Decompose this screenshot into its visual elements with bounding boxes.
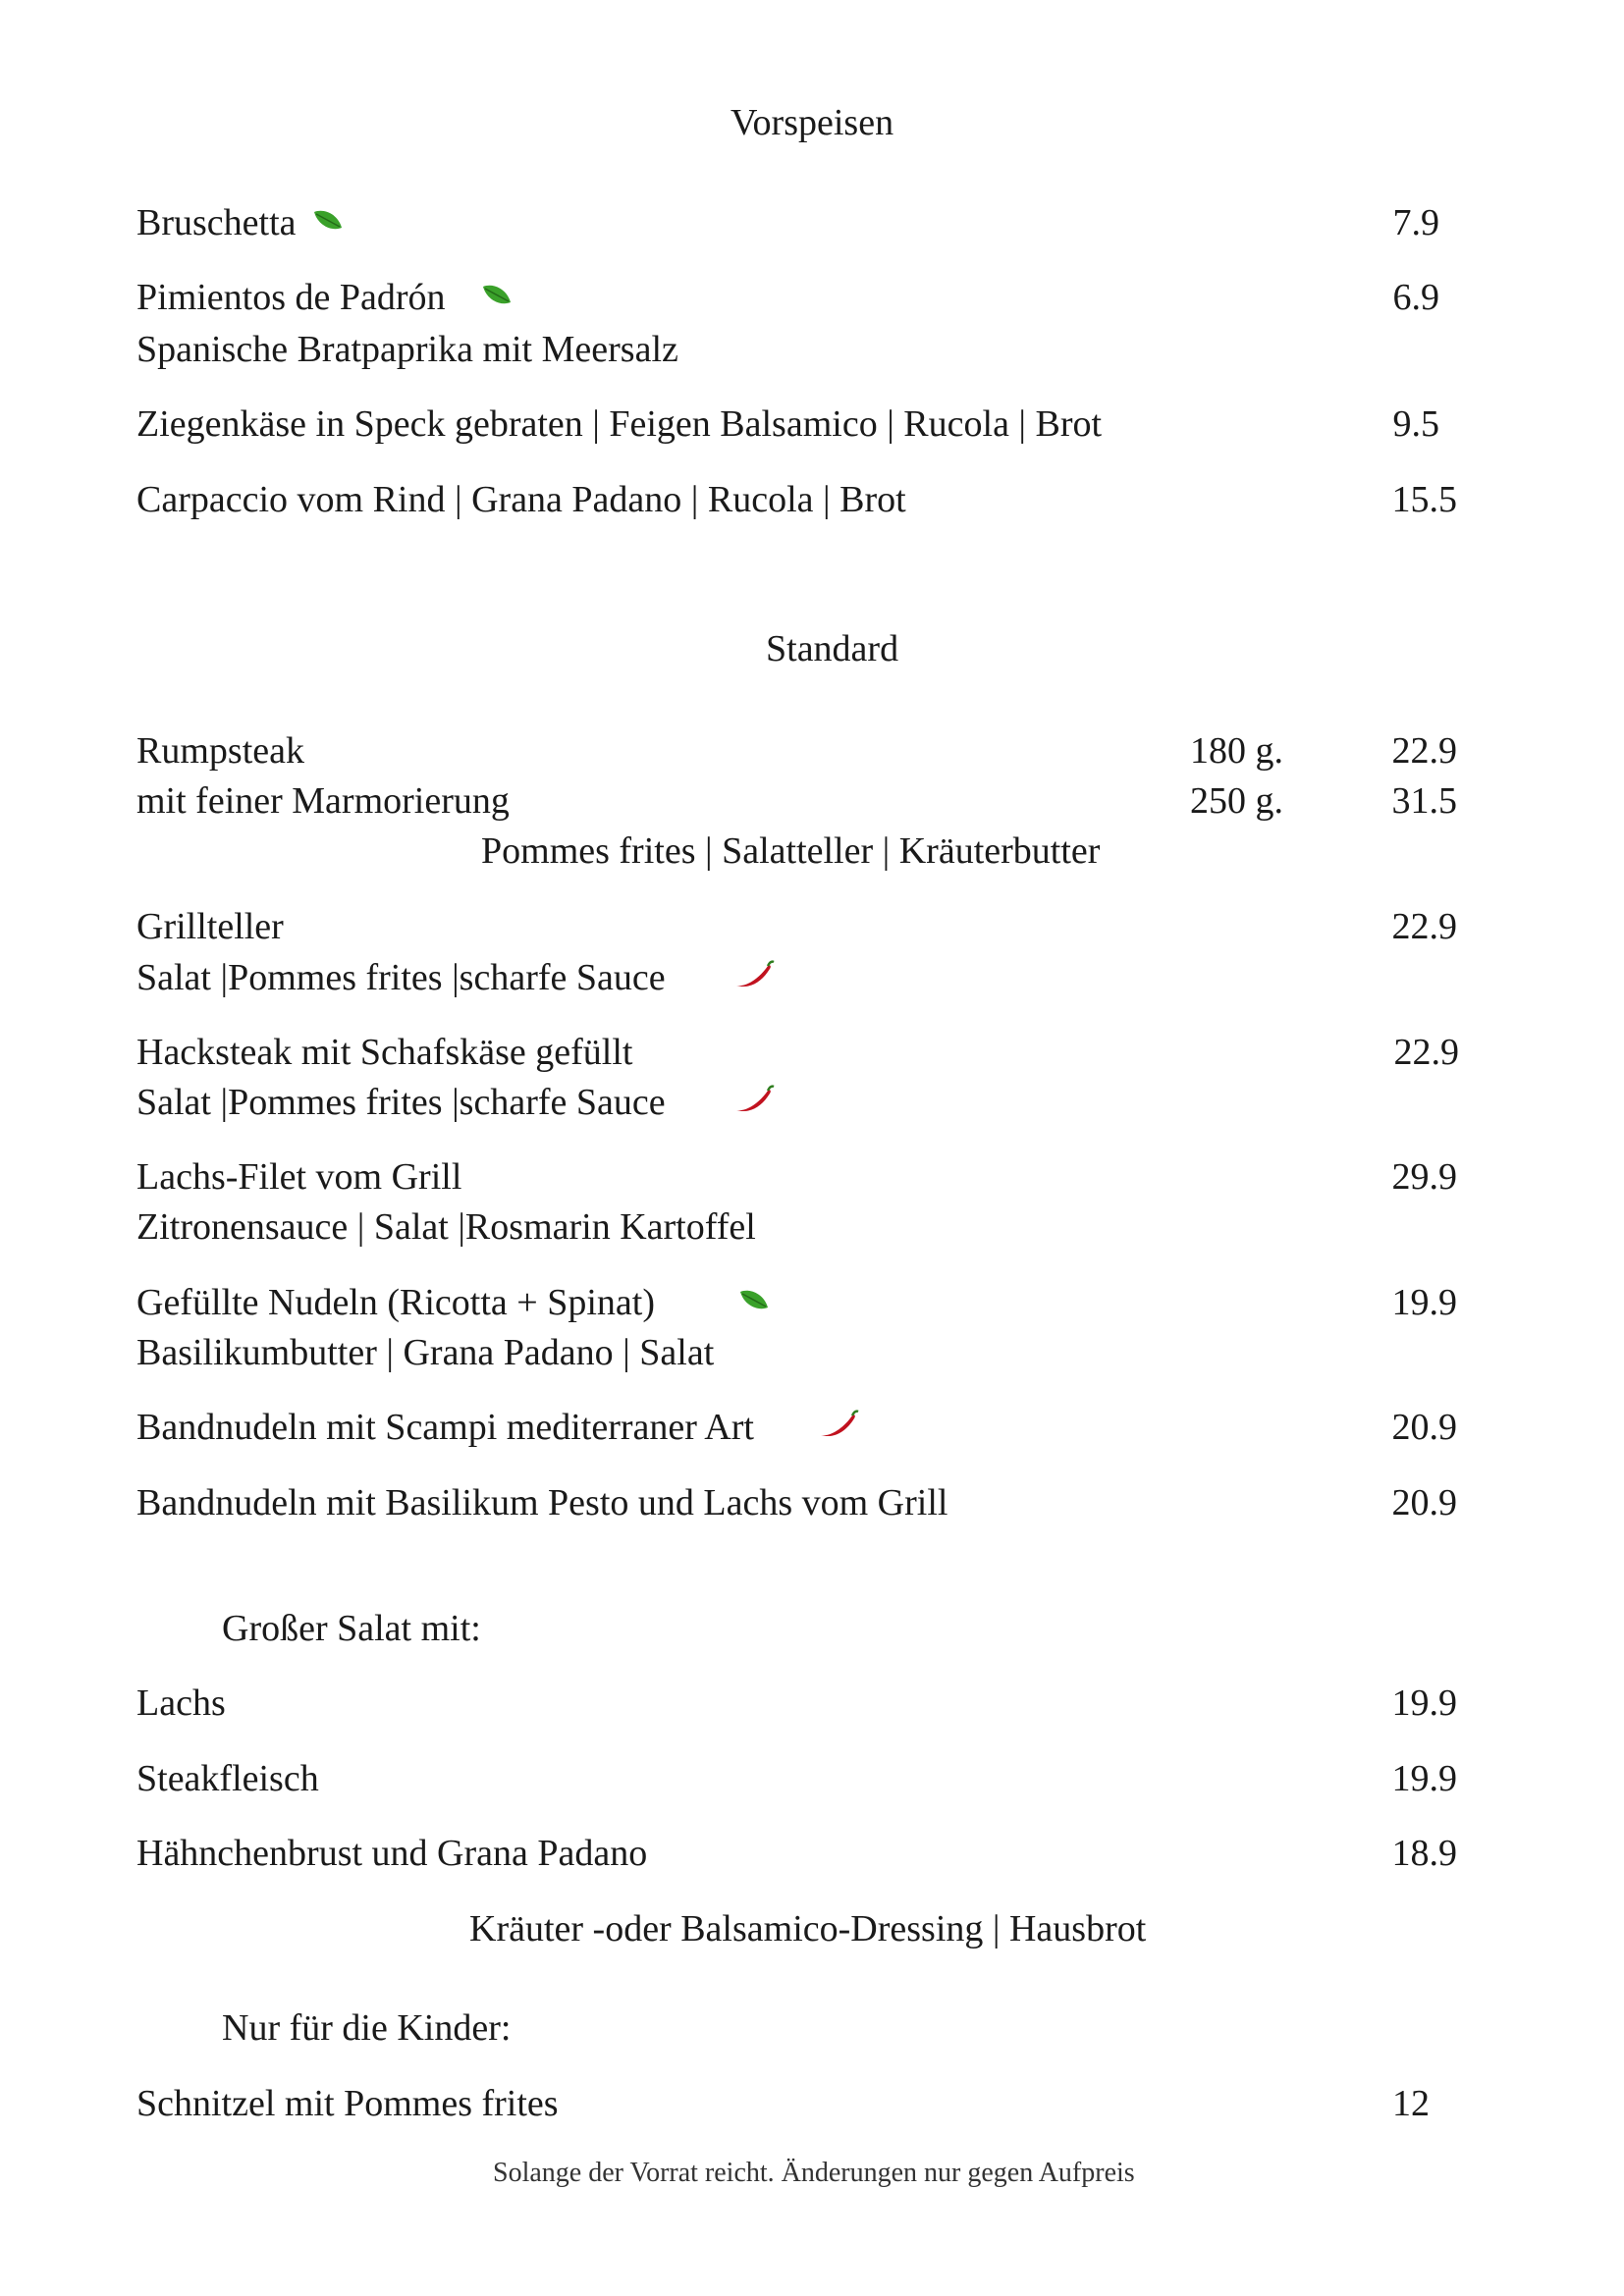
menu-item-name: Bandnudeln mit Basilikum Pesto und Lachs vom Grill bbox=[136, 1482, 948, 1523]
menu-item-name: Lachs-Filet vom Grill bbox=[136, 1156, 462, 1198]
menu-item-price: 19.9 bbox=[1391, 1282, 1457, 1323]
menu-item-name: Steakfleisch bbox=[136, 1758, 319, 1799]
menu-item-price: 22.9 bbox=[1391, 730, 1457, 772]
menu-item-price: 6.9 bbox=[1392, 277, 1439, 318]
menu-item-name: Gefüllte Nudeln (Ricotta + Spinat) bbox=[136, 1282, 655, 1323]
menu-item-name: Lachs bbox=[136, 1682, 226, 1724]
menu-item-weight: 180 g. bbox=[1190, 730, 1283, 772]
menu-item-name: Hacksteak mit Schafskäse gefüllt bbox=[136, 1032, 633, 1073]
salat-dressing-note: Kräuter -oder Balsamico-Dressing | Hausbrot bbox=[469, 1908, 1147, 1949]
chili-pepper-icon bbox=[732, 1083, 776, 1116]
menu-item-sides: Pommes frites | Salatteller | Kräuterbutter bbox=[481, 830, 1101, 872]
menu-item-description: Spanische Bratpaprika mit Meersalz bbox=[136, 329, 678, 370]
section-title-salat: Großer Salat mit: bbox=[222, 1608, 481, 1649]
menu-item-name: Pimientos de Padrón bbox=[136, 277, 446, 318]
menu-item-price: 29.9 bbox=[1391, 1156, 1457, 1198]
menu-item-weight: 250 g. bbox=[1190, 780, 1283, 822]
menu-item-name: Hähnchenbrust und Grana Padano bbox=[136, 1833, 648, 1874]
section-title-vorspeisen: Vorspeisen bbox=[731, 102, 894, 143]
menu-item-description: Zitronensauce | Salat |Rosmarin Kartoffel bbox=[136, 1206, 756, 1248]
menu-item-price: 31.5 bbox=[1391, 780, 1457, 822]
menu-item-description: Salat |Pommes frites |scharfe Sauce bbox=[136, 957, 666, 998]
footer-note: Solange der Vorrat reicht. Änderungen nur gegen Aufpreis bbox=[493, 2158, 1135, 2188]
menu-item-price: 15.5 bbox=[1391, 479, 1457, 520]
menu-item-name: Schnitzel mit Pommes frites bbox=[136, 2083, 559, 2124]
vegetarian-leaf-icon bbox=[481, 283, 513, 308]
menu-item-name: Bruschetta bbox=[136, 202, 297, 243]
menu-item-price: 22.9 bbox=[1391, 906, 1457, 947]
vegetarian-leaf-icon bbox=[312, 208, 344, 234]
menu-item-price: 12 bbox=[1392, 2083, 1430, 2124]
section-title-standard: Standard bbox=[766, 628, 899, 669]
chili-pepper-icon bbox=[817, 1408, 860, 1441]
menu-item-description: Basilikumbutter | Grana Padano | Salat bbox=[136, 1332, 715, 1373]
menu-item-price: 22.9 bbox=[1393, 1032, 1459, 1073]
menu-item-price: 9.5 bbox=[1392, 403, 1439, 445]
menu-item-price: 19.9 bbox=[1391, 1682, 1457, 1724]
vegetarian-leaf-icon bbox=[738, 1288, 770, 1313]
menu-item-name: Grillteller bbox=[136, 906, 284, 947]
menu-item-price: 20.9 bbox=[1391, 1407, 1457, 1448]
menu-item-price: 20.9 bbox=[1391, 1482, 1457, 1523]
menu-item-price: 7.9 bbox=[1392, 202, 1439, 243]
menu-item-price: 19.9 bbox=[1391, 1758, 1457, 1799]
chili-pepper-icon bbox=[732, 958, 776, 991]
menu-item-description: Salat |Pommes frites |scharfe Sauce bbox=[136, 1082, 666, 1123]
menu-item-price: 18.9 bbox=[1391, 1833, 1457, 1874]
menu-item-name: Carpaccio vom Rind | Grana Padano | Rucola | Brot bbox=[136, 479, 906, 520]
section-title-kinder: Nur für die Kinder: bbox=[222, 2007, 512, 2049]
menu-item-description: mit feiner Marmorierung bbox=[136, 780, 510, 822]
menu-item-name: Rumpsteak bbox=[136, 730, 304, 772]
menu-item-name: Ziegenkäse in Speck gebraten | Feigen Balsamico | Rucola | Brot bbox=[136, 403, 1103, 445]
menu-item-name: Bandnudeln mit Scampi mediterraner Art bbox=[136, 1407, 754, 1448]
